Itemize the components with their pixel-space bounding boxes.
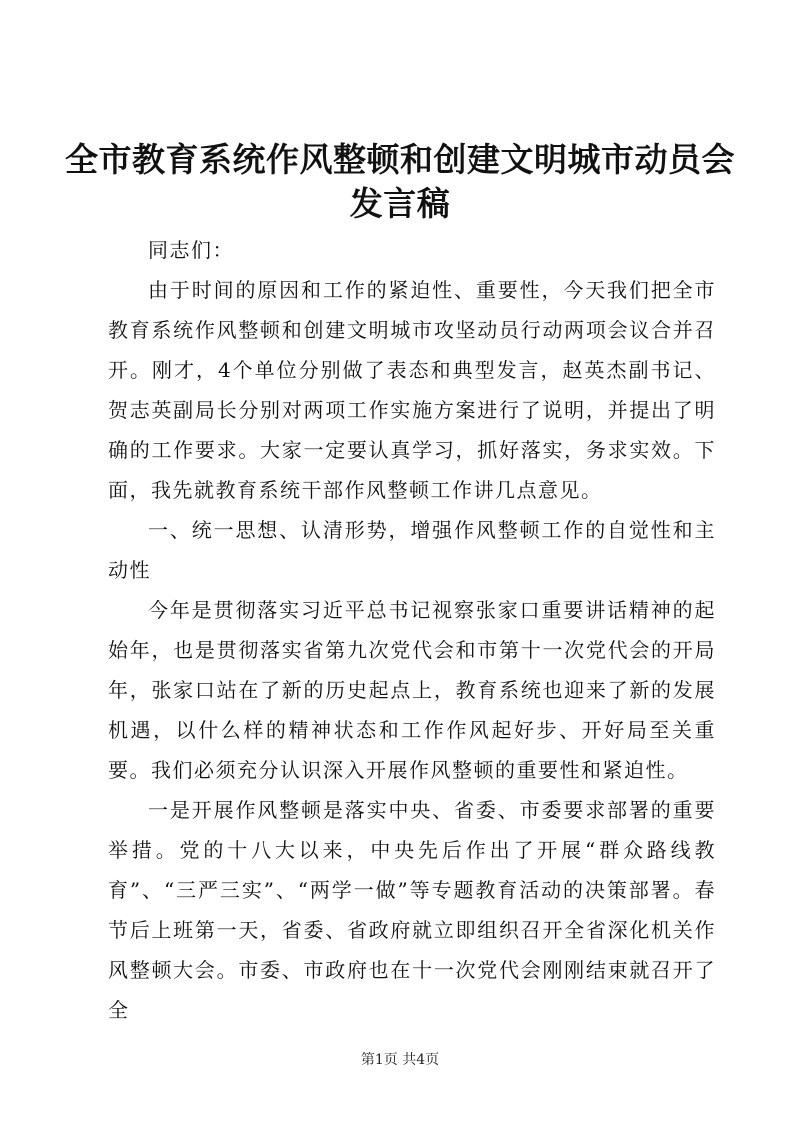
paragraph-intro: 由于时间的原因和工作的紧迫性、重要性，今天我们把全市教育系统作风整顿和创建文明城市攻坚动员行动两项会议合并召开。刚才，4个单位分别做了表态和典型发言，赵英杰副书记、贺志英副局长分别对两项工作实施方案进行了说明，并提出了明确的工作要求。大家一定要认真学习，抓好落实，务求实效。下面，我先就教育系统干部作风整顿工作讲几点意见。 <box>108 278 716 502</box>
page-footer: 第1页 共4页 <box>360 1052 440 1068</box>
title-line-1: 全市教育系统作风整顿和创建文明城市动员会 <box>65 140 735 179</box>
salutation: 同志们： <box>148 238 234 262</box>
document-body <box>108 230 716 1030</box>
title-line-2: 发言稿 <box>349 184 451 223</box>
paragraph-context: 今年是贯彻落实习近平总书记视察张家口重要讲话精神的起始年，也是贯彻落实省第九次党代会和市第十一次党代会的开局年，张家口站在了新的历史起点上，教育系统也迎来了新的发展机遇，以什么样的精神状态和工作作风起好步、开好局至关重要。我们必须充分认识深入开展作风整顿的重要性和紧迫性。 <box>108 598 716 782</box>
document-title <box>60 138 740 226</box>
section-heading-1: 一、统一思想、认清形势，增强作风整顿工作的自觉性和主动性 <box>108 518 716 582</box>
paragraph-point-1: 一是开展作风整顿是落实中央、省委、市委要求部署的重要举措。党的十八大以来，中央先后作出了开展“群众路线教育”、“三严三实”、“两学一做”等专题教育活动的决策部署。春节后上班第一天，省委、省政府就立即组织召开全省深化机关作风整顿大会。市委、市政府也在十一次党代会刚刚结束就召开了全 <box>108 798 716 1022</box>
